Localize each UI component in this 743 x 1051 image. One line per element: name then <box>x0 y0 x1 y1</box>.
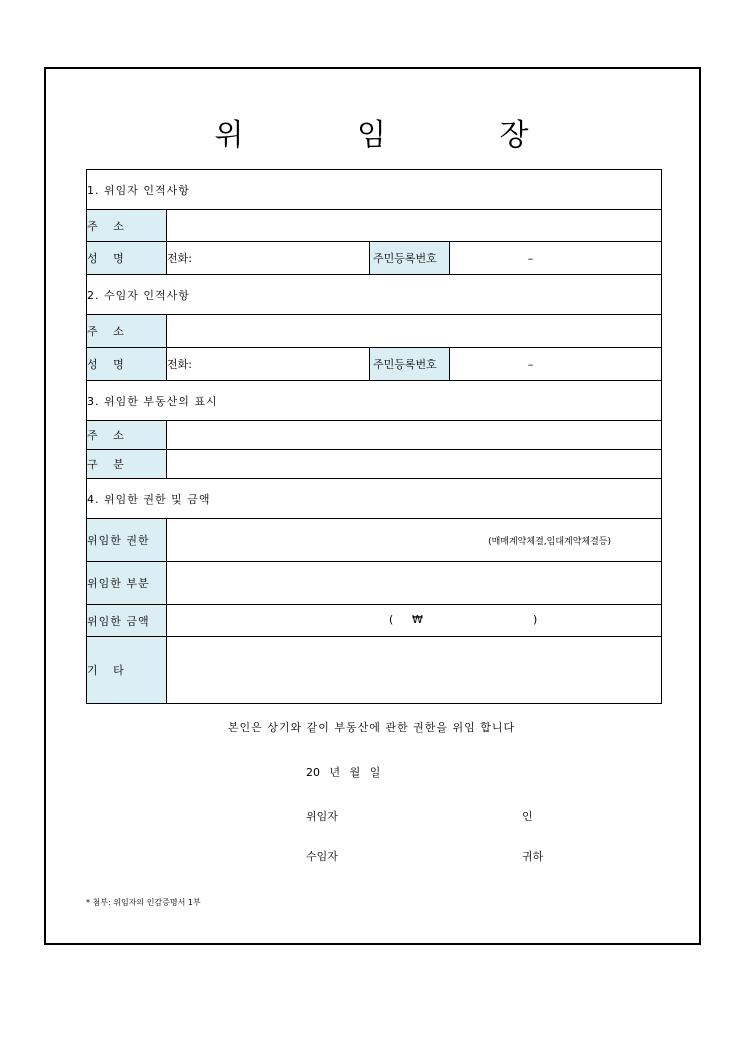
authority-label: 위임한 권한 <box>87 519 167 562</box>
grantor-address-label: 주 소 <box>87 210 167 242</box>
document-title: 위 임 장 <box>214 118 581 153</box>
authority-field[interactable] <box>167 519 662 562</box>
grantor-name-phone-field[interactable] <box>167 242 370 275</box>
grantee-address-field[interactable] <box>167 315 662 348</box>
grantee-rrn-label: 주민등록번호 <box>370 348 450 381</box>
delegated-part-label: 위임한 부분 <box>87 562 167 605</box>
property-category-field[interactable] <box>167 450 662 479</box>
property-category-label: 구 분 <box>87 450 167 479</box>
won-currency-icon: ₩ <box>412 613 423 626</box>
grantor-rrn-field[interactable] <box>450 242 662 275</box>
property-address-field[interactable] <box>167 421 662 450</box>
grantor-signature-label: 위임자 <box>306 810 338 823</box>
grantor-rrn-label: 주민등록번호 <box>370 242 450 275</box>
amount-field[interactable] <box>167 605 662 637</box>
other-field[interactable] <box>167 637 662 704</box>
amount-label: 위임한 금액 <box>87 605 167 637</box>
property-address-label: 주 소 <box>87 421 167 450</box>
grantee-label: 수임자 <box>306 850 338 863</box>
grantee-name-phone-field[interactable] <box>167 348 370 381</box>
authority-note: (매매계약체결,임대계약체결등) <box>488 536 611 547</box>
grantor-address-field[interactable] <box>167 210 662 242</box>
amount-open-paren: ( <box>389 613 394 626</box>
power-of-attorney-form <box>86 169 662 704</box>
section-4-heading: 4. 위임한 권한 및 금액 <box>87 479 662 519</box>
grantee-name-label: 성 명 <box>87 348 167 381</box>
attachment-note: * 첨부: 위임자의 인감증명서 1부 <box>86 898 201 907</box>
grantee-rrn-dash: – <box>527 357 534 371</box>
date-line: 20 년 월 일 <box>306 766 381 779</box>
grantor-phone-label: 전화: <box>167 252 192 265</box>
amount-close-paren: ) <box>533 613 538 626</box>
other-label: 기 타 <box>87 637 167 704</box>
delegated-part-field[interactable] <box>167 562 662 605</box>
section-2-heading: 2. 수임자 인적사항 <box>87 275 662 315</box>
addressee-honorific: 귀하 <box>522 850 544 863</box>
grantee-address-label: 주 소 <box>87 315 167 348</box>
delegation-statement: 본인은 상기와 같이 부동산에 관한 권한을 위임 합니다 <box>227 721 516 734</box>
grantee-rrn-field[interactable] <box>450 348 662 381</box>
grantee-phone-label: 전화: <box>167 358 192 371</box>
grantor-name-label: 성 명 <box>87 242 167 275</box>
grantor-rrn-dash: – <box>527 251 534 265</box>
section-1-heading: 1. 위임자 인적사항 <box>87 170 662 210</box>
section-3-heading: 3. 위임한 부동산의 표시 <box>87 381 662 421</box>
seal-mark: 인 <box>522 810 533 823</box>
